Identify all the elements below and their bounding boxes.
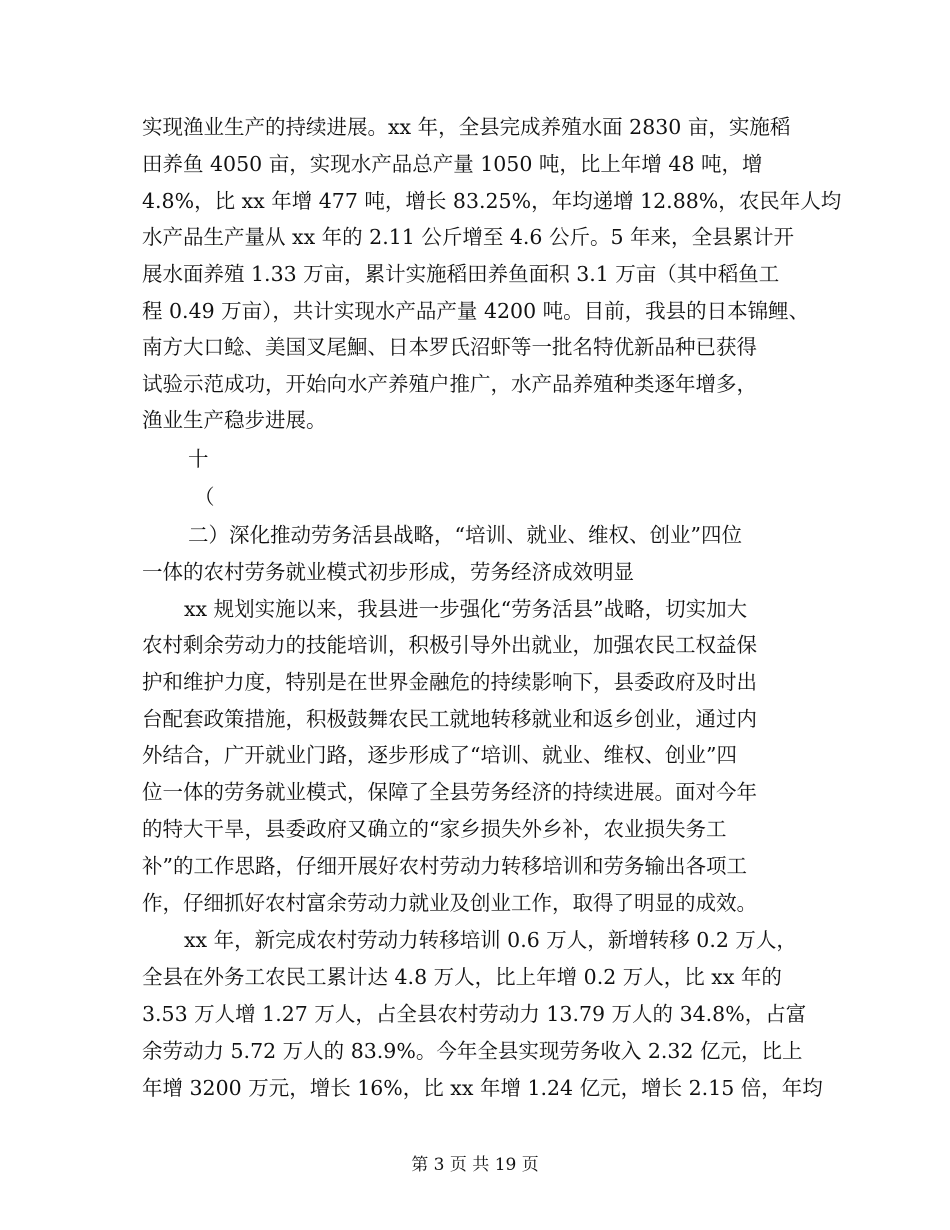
- text-line: 渔业生产稳步进展。: [142, 408, 327, 432]
- text-line: 补”的工作思路，仔细开展好农村劳动力转移培训和劳务输出各项工: [142, 854, 747, 878]
- text-line: 水产品生产量从 xx 年的 2.11 公斤增至 4.6 公斤。5 年来，全县累计开: [142, 225, 795, 249]
- text-line: 实现渔业生产的持续进展。xx 年，全县完成养殖水面 2830 亩，实施稻: [142, 115, 791, 139]
- text-line: 位一体的劳务就业模式，保障了全县劳务经济的持续进展。面对今年: [142, 780, 757, 804]
- text-line: 试验示范成功，开始向水产养殖户推广，水产品养殖种类逐年增多，: [142, 372, 757, 396]
- text-line: 的特大干旱，县委政府又确立的“家乡损失外乡补，农业损失务工: [142, 817, 727, 841]
- text-line: 十: [188, 447, 209, 471]
- text-line: 南方大口鲶、美国叉尾鮰、日本罗氏沼虾等一批名特优新品种已获得: [142, 335, 757, 359]
- text-line: 展水面养殖 1.33 万亩，累计实施稻田养鱼面积 3.1 万亩（其中稻鱼工: [142, 262, 780, 286]
- text-line: 余劳动力 5.72 万人的 83.9%。今年全县实现劳务收入 2.32 亿元，比上: [142, 1039, 803, 1063]
- text-line: 程 0.49 万亩），共计实现水产品产量 4200 吨。目前，我县的日本锦鲤、: [142, 299, 810, 323]
- text-line: xx 规划实施以来，我县进一步强化“劳务活县”战略，切实加大: [184, 597, 748, 621]
- text-line: 3.53 万人增 1.27 万人，占全县农村劳动力 13.79 万人的 34.8%，占富: [142, 1002, 807, 1026]
- text-line: 4.8%，比 xx 年增 477 吨，增长 83.25%，年均递增 12.88%，农民年人均: [142, 189, 842, 213]
- text-line: xx 年，新完成农村劳动力转移培训 0.6 万人，新增转移 0.2 万人，: [184, 928, 797, 952]
- text-line: （: [194, 485, 215, 509]
- heading-line: 二）深化推动劳务活县战略，“培训、就业、维权、创业”四位: [188, 523, 742, 547]
- text-line: 全县在外务工农民工累计达 4.8 万人，比上年增 0.2 万人，比 xx 年的: [142, 965, 782, 989]
- heading-line: 一体的农村劳务就业模式初步形成，劳务经济成效明显: [142, 560, 634, 584]
- text-line: 农村剩余劳动力的技能培训，积极引导外出就业，加强农民工权益保: [142, 633, 757, 657]
- text-line: 护和维护力度，特别是在世界金融危的持续影响下，县委政府及时出: [142, 670, 757, 694]
- page-footer: 第 3 页 共 19 页: [411, 1155, 539, 1175]
- text-line: 外结合，广开就业门路，逐步形成了“培训、就业、维权、创业”四: [142, 743, 737, 767]
- text-line: 台配套政策措施，积极鼓舞农民工就地转移就业和返乡创业，通过内: [142, 707, 757, 731]
- text-line: 年增 3200 万元，增长 16%，比 xx 年增 1.24 亿元，增长 2.15 倍，年均: [142, 1076, 823, 1100]
- text-line: 作，仔细抓好农村富余劳动力就业及创业工作，取得了明显的成效。: [142, 891, 757, 915]
- text-line: 田养鱼 4050 亩，实现水产品总产量 1050 吨，比上年增 48 吨，增: [142, 152, 763, 176]
